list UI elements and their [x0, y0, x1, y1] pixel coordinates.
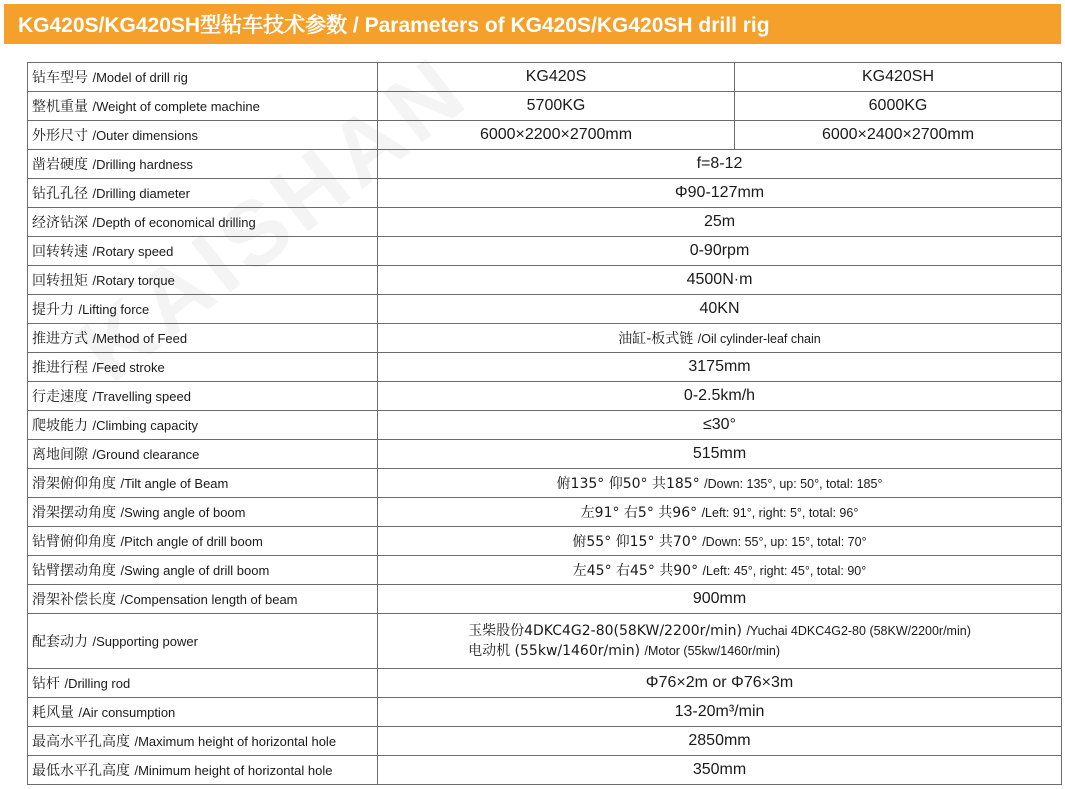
table-row [28, 266, 1062, 295]
table-row [28, 150, 1062, 179]
param-value: 左45° 右45° 共90° /Left: 45°, right: 45°, total: 90° [378, 556, 1062, 585]
param-value: 515mm [378, 440, 1062, 469]
power-lines [468, 621, 971, 661]
param-value: 25m [378, 208, 1062, 237]
table-row [28, 121, 1062, 150]
param-label: 凿岩硬度 /Drilling hardness [28, 150, 378, 179]
table-row [28, 469, 1062, 498]
param-value-kg420sh: 6000×2400×2700mm [735, 121, 1062, 150]
table-row [28, 614, 1062, 669]
param-value: 0-90rpm [378, 237, 1062, 266]
page-title: KG420S/KG420SH型钻车技术参数 / Parameters of KG420S/KG420SH drill rig [18, 14, 770, 37]
param-value: 左91° 右5° 共96° /Left: 91°, right: 5°, total: 96° [378, 498, 1062, 527]
table-row [28, 756, 1062, 785]
table-row [28, 295, 1062, 324]
table-row [28, 585, 1062, 614]
table-row [28, 727, 1062, 756]
table-row [28, 324, 1062, 353]
table-row [28, 63, 1062, 92]
param-label: 离地间隙 /Ground clearance [28, 440, 378, 469]
param-value: 俯55° 仰15° 共70° /Down: 55°, up: 15°, total: 70° [378, 527, 1062, 556]
param-label: 滑架俯仰角度 /Tilt angle of Beam [28, 469, 378, 498]
param-label: 最低水平孔高度 /Minimum height of horizontal hole [28, 756, 378, 785]
param-label: 钻杆 /Drilling rod [28, 669, 378, 698]
table-row [28, 498, 1062, 527]
param-label: 滑架摆动角度 /Swing angle of boom [28, 498, 378, 527]
power-line-motor: 电动机 (55kw/1460r/min) /Motor (55kw/1460r/min) [468, 643, 780, 659]
param-label: 回转转速 /Rotary speed [28, 237, 378, 266]
param-label: 钻孔孔径 /Drilling diameter [28, 179, 378, 208]
param-value-kg420sh: 6000KG [735, 92, 1062, 121]
param-value-kg420s: 5700KG [378, 92, 735, 121]
param-label: 爬坡能力 /Climbing capacity [28, 411, 378, 440]
table-row [28, 698, 1062, 727]
table-row [28, 208, 1062, 237]
param-value-kg420s: 6000×2200×2700mm [378, 121, 735, 150]
param-value: 13-20m³/min [378, 698, 1062, 727]
param-label: 钻臂摆动角度 /Swing angle of drill boom [28, 556, 378, 585]
power-line-diesel: 玉柴股份4DKC4G2-80(58KW/2200r/min) /Yuchai 4DKC4G2-80 (58KW/2200r/min) [468, 623, 971, 639]
table-row [28, 669, 1062, 698]
param-value: 350mm [378, 756, 1062, 785]
param-label: 推进方式 /Method of Feed [28, 324, 378, 353]
param-value: Φ90-127mm [378, 179, 1062, 208]
param-label: 整机重量 /Weight of complete machine [28, 92, 378, 121]
table-row [28, 237, 1062, 266]
param-label: 配套动力 /Supporting power [28, 614, 378, 669]
param-value: ≤30° [378, 411, 1062, 440]
param-value: f=8-12 [378, 150, 1062, 179]
table-row [28, 353, 1062, 382]
param-label: 耗风量 /Air consumption [28, 698, 378, 727]
param-label: 经济钻深 /Depth of economical drilling [28, 208, 378, 237]
table-row [28, 179, 1062, 208]
param-label: 外形尺寸 /Outer dimensions [28, 121, 378, 150]
table-row [28, 382, 1062, 411]
parameters-table [27, 62, 1062, 785]
param-value: 2850mm [378, 727, 1062, 756]
table-row [28, 92, 1062, 121]
param-label: 回转扭矩 /Rotary torque [28, 266, 378, 295]
param-value: 油缸-板式链 /Oil cylinder-leaf chain [378, 324, 1062, 353]
param-label: 最高水平孔高度 /Maximum height of horizontal hole [28, 727, 378, 756]
title-bar [4, 4, 1061, 44]
param-label: 提升力 /Lifting force [28, 295, 378, 324]
table-row [28, 440, 1062, 469]
param-value [378, 614, 1062, 669]
param-value-kg420sh: KG420SH [735, 63, 1062, 92]
table-row [28, 556, 1062, 585]
param-value: 0-2.5km/h [378, 382, 1062, 411]
table-row [28, 527, 1062, 556]
param-value-kg420s: KG420S [378, 63, 735, 92]
param-value: 900mm [378, 585, 1062, 614]
param-value: 3175mm [378, 353, 1062, 382]
param-value: 俯135° 仰50° 共185° /Down: 135°, up: 50°, total: 185° [378, 469, 1062, 498]
param-label: 滑架补偿长度 /Compensation length of beam [28, 585, 378, 614]
param-value: 40KN [378, 295, 1062, 324]
param-value: Φ76×2m or Φ76×3m [378, 669, 1062, 698]
param-label: 推进行程 /Feed stroke [28, 353, 378, 382]
param-label: 行走速度 /Travelling speed [28, 382, 378, 411]
param-label: 钻臂俯仰角度 /Pitch angle of drill boom [28, 527, 378, 556]
table-row [28, 411, 1062, 440]
param-label: 钻车型号 /Model of drill rig [28, 63, 378, 92]
param-value: 4500N·m [378, 266, 1062, 295]
